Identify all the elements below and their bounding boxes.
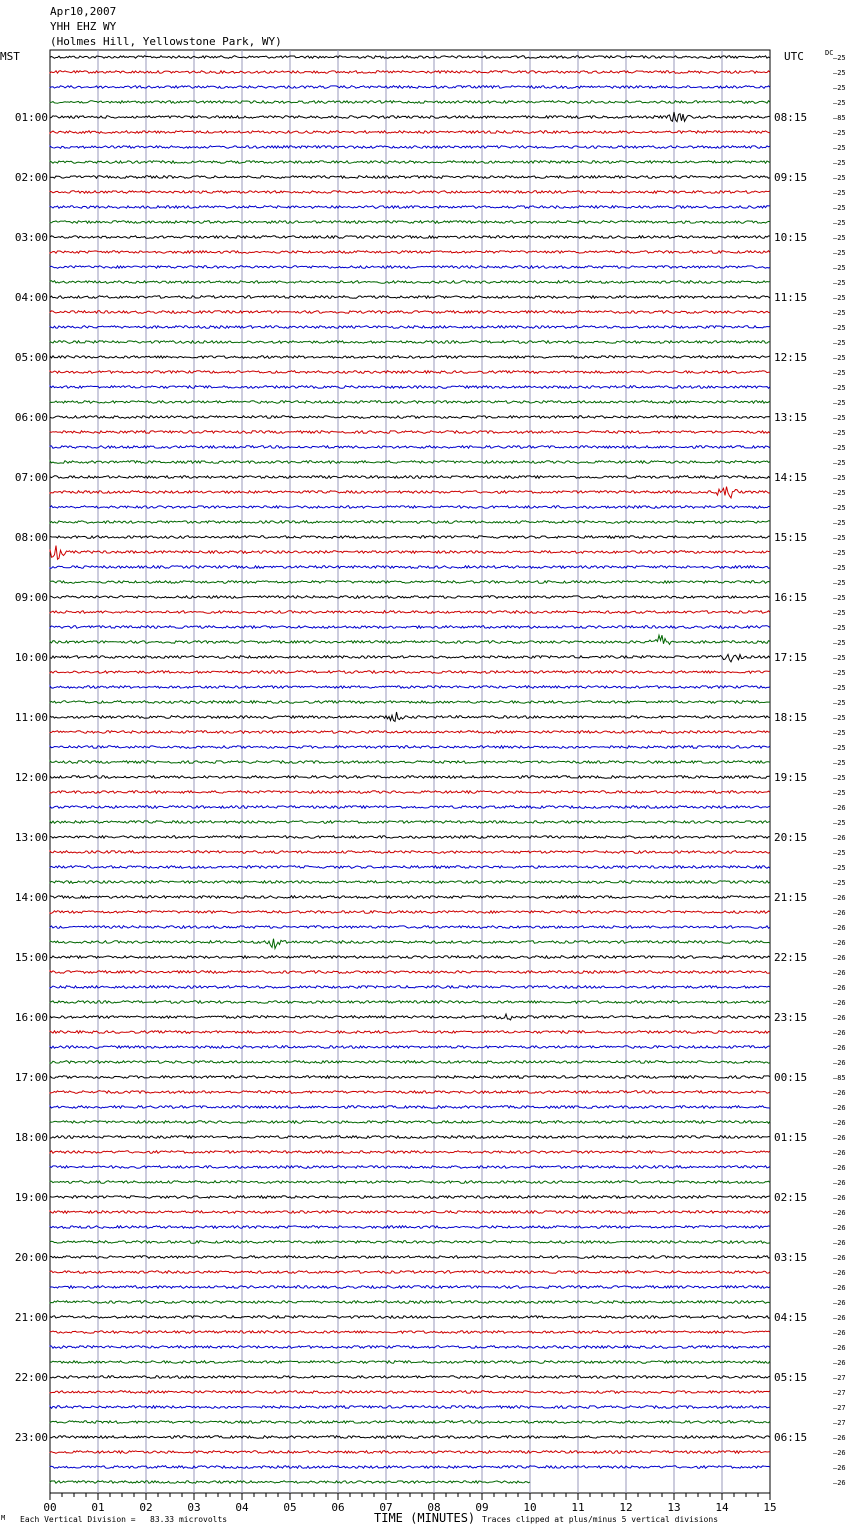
- dc-offset-label: –26: [833, 1359, 846, 1367]
- dc-offset-label: –25: [833, 129, 846, 137]
- dc-offset-label: –25: [833, 384, 846, 392]
- trace-line: [50, 86, 770, 89]
- dc-offset-label: –25: [833, 309, 846, 317]
- left-hour-label: 15:00: [14, 951, 48, 964]
- trace-line: [50, 191, 770, 194]
- dc-offset-label: –25: [833, 279, 846, 287]
- trace-line: [50, 956, 770, 959]
- dc-offset-label: –25: [833, 84, 846, 92]
- dc-offset-label: –25: [833, 99, 846, 107]
- dc-offset-label: –25: [833, 69, 846, 77]
- right-hour-label: 13:15: [774, 411, 808, 424]
- trace-line: [50, 341, 770, 344]
- x-tick-label: 15: [763, 1501, 777, 1514]
- x-tick-label: 02: [139, 1501, 153, 1514]
- trace-line: [50, 266, 770, 269]
- left-timezone-label: MST: [0, 50, 20, 63]
- dc-offset-label: –25: [833, 549, 846, 557]
- left-hour-label: 20:00: [14, 1251, 48, 1264]
- x-tick-label: 07: [379, 1501, 393, 1514]
- dc-offset-label: –25: [833, 414, 846, 422]
- x-tick-label: 04: [235, 1501, 249, 1514]
- dc-offset-label: –25: [833, 879, 846, 887]
- trace-line: [50, 1346, 770, 1349]
- dc-offset-label: –26: [833, 924, 846, 932]
- dc-offset-label: –25: [833, 864, 846, 872]
- trace-line: [50, 806, 770, 809]
- trace-line: [50, 821, 770, 824]
- trace-line: [50, 161, 770, 164]
- dc-offset-label: –26: [833, 1029, 846, 1037]
- left-hour-label: 09:00: [14, 591, 48, 604]
- x-tick-label: 03: [187, 1501, 201, 1514]
- dc-offset-label: –26: [833, 984, 846, 992]
- left-hour-label: 03:00: [14, 231, 48, 244]
- dc-offset-label: –26: [833, 1179, 846, 1187]
- left-hour-label: 21:00: [14, 1311, 48, 1324]
- dc-offset-label: –26: [833, 1464, 846, 1472]
- trace-line: [50, 326, 770, 329]
- dc-offset-label: –26: [833, 1149, 846, 1157]
- left-hour-label: 06:00: [14, 411, 48, 424]
- left-hour-label: 04:00: [14, 291, 48, 304]
- left-hour-label: 16:00: [14, 1011, 48, 1024]
- x-tick-label: 11: [571, 1501, 585, 1514]
- x-tick-label: 13: [667, 1501, 681, 1514]
- seismogram-traces: [50, 56, 770, 1484]
- trace-line: [50, 1014, 770, 1020]
- dc-offset-label: –25: [833, 474, 846, 482]
- trace-line: [50, 581, 770, 584]
- dc-offset-label: –25: [833, 519, 846, 527]
- right-hour-label: 09:15: [774, 171, 808, 184]
- trace-line: [50, 1001, 770, 1004]
- station-code: YHH EHZ WY: [50, 20, 117, 33]
- dc-offset-label: –25: [833, 534, 846, 542]
- dc-offset-label: –25: [833, 624, 846, 632]
- trace-line: [50, 251, 770, 254]
- dc-offset-label: –25: [833, 654, 846, 662]
- trace-line: [50, 416, 770, 419]
- trace-line: [50, 671, 770, 674]
- trace-line: [50, 371, 770, 374]
- trace-line: [50, 791, 770, 794]
- dc-offset-label: –27: [833, 1389, 846, 1397]
- right-hour-label: 06:15: [774, 1431, 808, 1444]
- trace-line: [50, 712, 770, 721]
- trace-line: [50, 1106, 770, 1109]
- clip-note: Traces clipped at plus/minus 5 vertical divisions: [482, 1515, 719, 1524]
- right-hour-label: 03:15: [774, 1251, 808, 1264]
- trace-line: [50, 1376, 770, 1379]
- trace-line: [50, 654, 770, 661]
- trace-line: [50, 1031, 770, 1034]
- trace-line: [50, 401, 770, 404]
- left-hour-label: 14:00: [14, 891, 48, 904]
- left-hour-label: 12:00: [14, 771, 48, 784]
- x-tick-label: 05: [283, 1501, 297, 1514]
- dc-offset-label: –26: [833, 894, 846, 902]
- trace-line: [50, 431, 770, 434]
- trace-line: [50, 476, 770, 479]
- right-hour-label: 02:15: [774, 1191, 808, 1204]
- dc-offset-label: –25: [833, 594, 846, 602]
- left-hour-label: 02:00: [14, 171, 48, 184]
- trace-line: [50, 939, 770, 949]
- right-hour-label: 21:15: [774, 891, 808, 904]
- dc-offset-label: –25: [833, 264, 846, 272]
- trace-line: [50, 536, 770, 539]
- right-hour-label: 08:15: [774, 111, 808, 124]
- dc-offset-label: –25: [833, 714, 846, 722]
- dc-offset-label: –27: [833, 1374, 846, 1382]
- corner-mark: M: [1, 1514, 6, 1522]
- x-tick-label: 06: [331, 1501, 345, 1514]
- dc-offset-label: –26: [833, 1134, 846, 1142]
- dc-offset-label: –25: [833, 354, 846, 362]
- trace-line: [50, 506, 770, 509]
- trace-line: [50, 836, 770, 839]
- right-hour-label: 15:15: [774, 531, 808, 544]
- right-hour-label: 16:15: [774, 591, 808, 604]
- trace-line: [50, 311, 770, 314]
- dc-offset-label: –25: [833, 234, 846, 242]
- trace-line: [50, 356, 770, 359]
- dc-offset-label: –25: [833, 159, 846, 167]
- trace-line: [50, 461, 770, 464]
- right-hour-label: 12:15: [774, 351, 808, 364]
- x-tick-label: 12: [619, 1501, 633, 1514]
- left-hour-label: 17:00: [14, 1071, 48, 1084]
- dc-offset-label: –26: [833, 1269, 846, 1277]
- dc-offset-label: –26: [833, 999, 846, 1007]
- trace-line: [50, 701, 770, 704]
- trace-line: [50, 1271, 770, 1274]
- left-hour-label: 05:00: [14, 351, 48, 364]
- dc-offset-label: –25: [833, 759, 846, 767]
- trace-line: [50, 281, 770, 284]
- trace-line: [50, 1406, 770, 1409]
- left-hour-label: 11:00: [14, 711, 48, 724]
- dc-offset-label: –26: [833, 909, 846, 917]
- x-axis-label: TIME (MINUTES): [374, 1511, 476, 1525]
- dc-offset-label: –26: [833, 804, 846, 812]
- trace-line: [50, 761, 770, 764]
- trace-line: [50, 971, 770, 974]
- trace-line: [50, 1421, 770, 1424]
- x-tick-label: 10: [523, 1501, 537, 1514]
- trace-line: [50, 1091, 770, 1094]
- station-location: (Holmes Hill, Yellowstone Park, WY): [50, 35, 282, 48]
- left-hour-label: 01:00: [14, 111, 48, 124]
- dc-offset-label: –26: [833, 1434, 846, 1442]
- trace-line: [50, 1166, 770, 1169]
- left-hour-label: 08:00: [14, 531, 48, 544]
- trace-line: [50, 866, 770, 869]
- dc-offset-label: –27: [833, 1404, 846, 1412]
- trace-line: [50, 296, 770, 299]
- trace-line: [50, 635, 770, 644]
- trace-line: [50, 1121, 770, 1124]
- dc-offset-label: –25: [833, 339, 846, 347]
- left-hour-label: 22:00: [14, 1371, 48, 1384]
- dc-offset-label: –25: [833, 789, 846, 797]
- trace-line: [50, 1226, 770, 1229]
- trace-line: [50, 881, 770, 884]
- trace-line: [50, 566, 770, 569]
- dc-offset-label: –25: [833, 174, 846, 182]
- right-hour-label: 05:15: [774, 1371, 808, 1384]
- trace-line: [50, 131, 770, 134]
- dc-offset-label: –25: [833, 369, 846, 377]
- right-hour-label: 04:15: [774, 1311, 808, 1324]
- trace-line: [50, 1361, 770, 1364]
- left-hour-label: 10:00: [14, 651, 48, 664]
- dc-offset-label: –85: [833, 1074, 846, 1082]
- dc-offset-label: –26: [833, 1059, 846, 1067]
- trace-line: [50, 776, 770, 779]
- dc-offset-label: –26: [833, 1224, 846, 1232]
- dc-offset-label: –26: [833, 1299, 846, 1307]
- trace-line: [50, 221, 770, 224]
- trace-line: [50, 386, 770, 389]
- dc-offset-label: –25: [833, 54, 846, 62]
- dc-offset-label: –26: [833, 954, 846, 962]
- trace-line: [50, 851, 770, 854]
- dc-offset-label: –26: [833, 1119, 846, 1127]
- left-hour-label: 07:00: [14, 471, 48, 484]
- trace-line: [50, 596, 770, 599]
- right-hour-label: 14:15: [774, 471, 808, 484]
- trace-line: [50, 926, 770, 929]
- dc-offset-label: –85: [833, 114, 846, 122]
- right-hour-label: 23:15: [774, 1011, 808, 1024]
- dc-offset-label: –25: [833, 669, 846, 677]
- right-hour-label: 17:15: [774, 651, 808, 664]
- trace-line: [50, 1286, 770, 1289]
- dc-offset-label: –25: [833, 489, 846, 497]
- trace-line: [50, 1211, 770, 1214]
- dc-offset-label: –26: [833, 1329, 846, 1337]
- trace-line: [50, 112, 770, 122]
- trace-line: [50, 176, 770, 179]
- x-tick-label: 14: [715, 1501, 729, 1514]
- right-hour-label: 20:15: [774, 831, 808, 844]
- dc-offset-label: –25: [833, 219, 846, 227]
- dc-offset-label: –25: [833, 609, 846, 617]
- dc-offset-label: –25: [833, 744, 846, 752]
- dc-offset-label: –25: [833, 294, 846, 302]
- dc-offset-label: –25: [833, 564, 846, 572]
- dc-offset-label: –25: [833, 504, 846, 512]
- trace-line: [50, 1331, 770, 1334]
- trace-line: [50, 71, 770, 74]
- trace-line: [50, 206, 770, 209]
- dc-offset-label: –25: [833, 144, 846, 152]
- left-hour-label: 23:00: [14, 1431, 48, 1444]
- trace-line: [50, 686, 770, 689]
- right-hour-label: 10:15: [774, 231, 808, 244]
- trace-line: [50, 56, 770, 59]
- dc-offset-label: –25: [833, 429, 846, 437]
- trace-line: [50, 611, 770, 614]
- trace-line: [50, 1466, 770, 1469]
- dc-offset-label: –26: [833, 1209, 846, 1217]
- dc-offset-label: –27: [833, 1419, 846, 1427]
- trace-line: [50, 746, 770, 749]
- trace-line: [50, 1196, 770, 1199]
- trace-line: [50, 731, 770, 734]
- dc-offset-label: –26: [833, 1104, 846, 1112]
- dc-offset-label: –25: [833, 639, 846, 647]
- x-tick-label: 01: [91, 1501, 105, 1514]
- right-hour-label: 19:15: [774, 771, 808, 784]
- dc-offset-label: –25: [833, 444, 846, 452]
- trace-line: [50, 911, 770, 914]
- trace-line: [50, 1061, 770, 1064]
- dc-offset-label: –25: [833, 684, 846, 692]
- dc-offset-label: –25: [833, 819, 846, 827]
- trace-line: [50, 1241, 770, 1244]
- x-tick-label: 09: [475, 1501, 489, 1514]
- right-timezone-label: UTC: [784, 50, 804, 63]
- dc-offset-label: –26: [833, 1194, 846, 1202]
- trace-line: [50, 896, 770, 899]
- dc-offset-label: –26: [833, 1254, 846, 1262]
- trace-line: [50, 1076, 770, 1079]
- trace-line: [50, 1391, 770, 1394]
- dc-offset-label: –26: [833, 1479, 846, 1487]
- dc-offset-label: –25: [833, 849, 846, 857]
- right-hour-label: 01:15: [774, 1131, 808, 1144]
- trace-line: [50, 1301, 770, 1304]
- recording-date: Apr10,2007: [50, 5, 117, 18]
- dc-offset-label: –25: [833, 249, 846, 257]
- trace-line: [50, 1451, 770, 1454]
- dc-offset-label: –26: [833, 1284, 846, 1292]
- trace-line: [50, 1256, 770, 1259]
- dc-offset-label: –26: [833, 1164, 846, 1172]
- dc-offset-label: –25: [833, 189, 846, 197]
- trace-line: [50, 1046, 770, 1049]
- left-hour-label: 13:00: [14, 831, 48, 844]
- dc-offset-label: –26: [833, 1239, 846, 1247]
- dc-offset-label: –25: [833, 699, 846, 707]
- dc-offset-label: –26: [833, 939, 846, 947]
- dc-offset-label: –26: [833, 834, 846, 842]
- dc-offset-label: –26: [833, 1014, 846, 1022]
- trace-line: [50, 626, 770, 629]
- right-hour-label: 22:15: [774, 951, 808, 964]
- left-hour-label: 19:00: [14, 1191, 48, 1204]
- dc-offset-label: –26: [833, 1344, 846, 1352]
- right-hour-label: 00:15: [774, 1071, 808, 1084]
- trace-line: [50, 1316, 770, 1319]
- dc-offset-label: –25: [833, 459, 846, 467]
- trace-line: [50, 101, 770, 104]
- dc-offset-label: –25: [833, 399, 846, 407]
- trace-line: [50, 446, 770, 449]
- trace-line: [50, 1151, 770, 1154]
- dc-offset-label: –26: [833, 1089, 846, 1097]
- right-hour-label: 11:15: [774, 291, 808, 304]
- trace-line: [50, 487, 770, 498]
- dc-offset-label: –26: [833, 1449, 846, 1457]
- dc-offset-label: –25: [833, 324, 846, 332]
- left-hour-label: 18:00: [14, 1131, 48, 1144]
- dc-offset-label: –25: [833, 579, 846, 587]
- trace-line: [50, 1436, 770, 1439]
- trace-line: [50, 1136, 770, 1139]
- trace-line: [50, 546, 770, 560]
- trace-line: [50, 146, 770, 149]
- right-hour-label: 18:15: [774, 711, 808, 724]
- dc-label: DC: [825, 49, 834, 57]
- trace-line: [50, 1181, 770, 1184]
- x-tick-label: 00: [43, 1501, 57, 1514]
- x-tick-label: 08: [427, 1501, 441, 1514]
- trace-line: [50, 986, 770, 989]
- dc-offset-label: –25: [833, 729, 846, 737]
- dc-offset-label: –25: [833, 774, 846, 782]
- dc-offset-label: –25: [833, 204, 846, 212]
- trace-line: [50, 236, 770, 239]
- dc-offset-label: –26: [833, 969, 846, 977]
- dc-offset-label: –26: [833, 1314, 846, 1322]
- scale-note: Each Vertical Division = 83.33 microvolts: [20, 1515, 228, 1524]
- trace-line: [50, 521, 770, 524]
- dc-offset-label: –26: [833, 1044, 846, 1052]
